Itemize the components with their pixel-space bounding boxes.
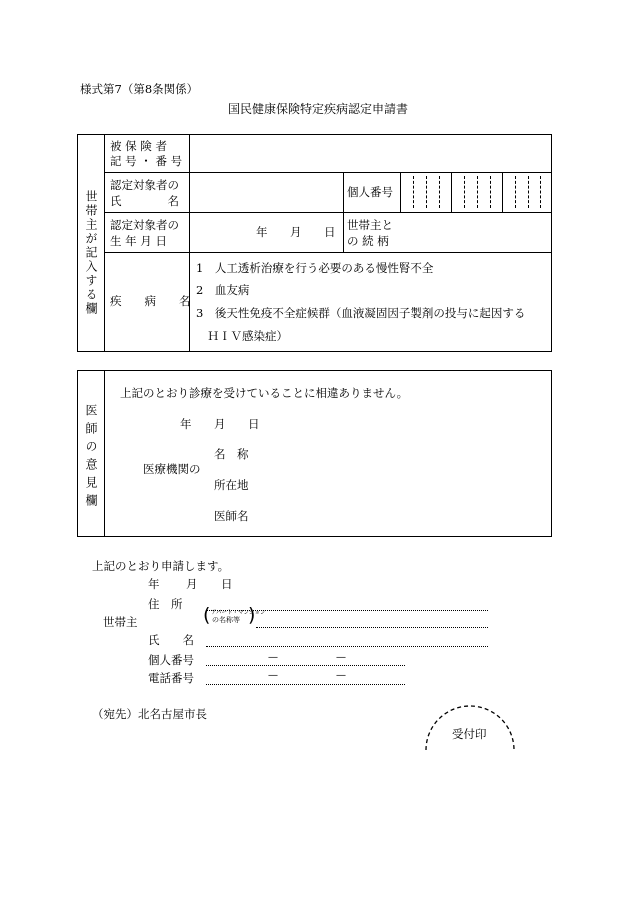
insured-label-1: 被 保 険 者 bbox=[110, 139, 167, 153]
institution-address-label: 所在地 bbox=[214, 478, 249, 492]
insured-label-2: 記 号 ・ 番 号 bbox=[110, 154, 183, 168]
doctor-statement: 上記のとおり診療を受けていることに相違ありません。 bbox=[120, 386, 409, 400]
doctor-side-label: 医師の意見欄 bbox=[84, 404, 98, 512]
personal-number-dash-1: — bbox=[268, 652, 278, 663]
dob-year: 年 bbox=[256, 225, 268, 239]
disease-option-1[interactable]: 1 人工透析治療を行う必要のある慢性腎不全 bbox=[196, 261, 434, 275]
doctor-year: 年 bbox=[180, 417, 192, 431]
name-label-2: 氏 名 bbox=[110, 194, 179, 208]
householder-label: 世帯主 bbox=[103, 615, 138, 629]
subject-name-field[interactable] bbox=[192, 174, 341, 210]
bracket-close-icon: ) bbox=[248, 604, 256, 626]
apartment-note-1: アパート・マンション bbox=[211, 610, 266, 616]
phone-dash-1: — bbox=[268, 670, 278, 681]
reception-stamp-label: 受付印 bbox=[452, 727, 487, 741]
disease-label: 疾 病 名 bbox=[110, 294, 191, 308]
doctor-day: 日 bbox=[248, 417, 260, 431]
name-label-1: 認定対象者の bbox=[110, 178, 179, 192]
addressee: （宛先）北名古屋市長 bbox=[92, 707, 207, 721]
name-label: 氏 名 bbox=[148, 633, 194, 647]
institution-name-label: 名 称 bbox=[214, 447, 249, 461]
application-month: 月 bbox=[186, 577, 198, 591]
doctor-month: 月 bbox=[214, 417, 226, 431]
personal-number-field[interactable] bbox=[402, 174, 550, 210]
apartment-note-2: の名称等 bbox=[212, 616, 240, 624]
disease-option-2[interactable]: 2 血友病 bbox=[196, 283, 250, 297]
bracket-open-icon: ( bbox=[203, 604, 211, 626]
dob-label-1: 認定対象者の bbox=[110, 218, 179, 232]
application-statement: 上記のとおり申請します。 bbox=[92, 559, 230, 573]
page-title: 国民健康保険特定疾病認定申請書 bbox=[228, 102, 409, 116]
personal-number-dash-2: — bbox=[336, 652, 346, 663]
apartment-field[interactable] bbox=[256, 612, 488, 627]
phone-field[interactable] bbox=[206, 668, 405, 684]
phone-label: 電話番号 bbox=[148, 671, 194, 685]
application-year: 年 bbox=[148, 577, 160, 591]
doctor-name-label: 医師名 bbox=[214, 509, 249, 523]
householder-side-label: 世帯主が記入する欄 bbox=[84, 190, 98, 316]
name-field[interactable] bbox=[206, 630, 488, 646]
app-personal-number-label: 個人番号 bbox=[148, 653, 194, 667]
form-number: 様式第7（第8条関係） bbox=[80, 82, 199, 96]
dob-day: 日 bbox=[324, 225, 336, 239]
disease-option-3-cont: ＨＩＶ感染症） bbox=[196, 329, 288, 343]
relation-field[interactable] bbox=[402, 214, 550, 250]
relation-label-2: の 続 柄 bbox=[347, 234, 389, 248]
insured-number-field[interactable] bbox=[192, 136, 550, 170]
disease-option-3[interactable]: 3 後天性免疫不全症候群（血液凝固因子製剤の投与に起因する bbox=[196, 306, 526, 320]
relation-label-1: 世帯主と bbox=[347, 218, 393, 232]
dob-month: 月 bbox=[290, 225, 302, 239]
application-day: 日 bbox=[221, 577, 233, 591]
dob-label-2: 生 年 月 日 bbox=[110, 234, 167, 248]
personal-number-label: 個人番号 bbox=[347, 185, 393, 199]
app-personal-number-field[interactable] bbox=[206, 650, 405, 665]
institution-label: 医療機関の bbox=[143, 462, 201, 476]
phone-dash-2: — bbox=[336, 670, 346, 681]
address-label: 住 所 bbox=[148, 597, 183, 611]
